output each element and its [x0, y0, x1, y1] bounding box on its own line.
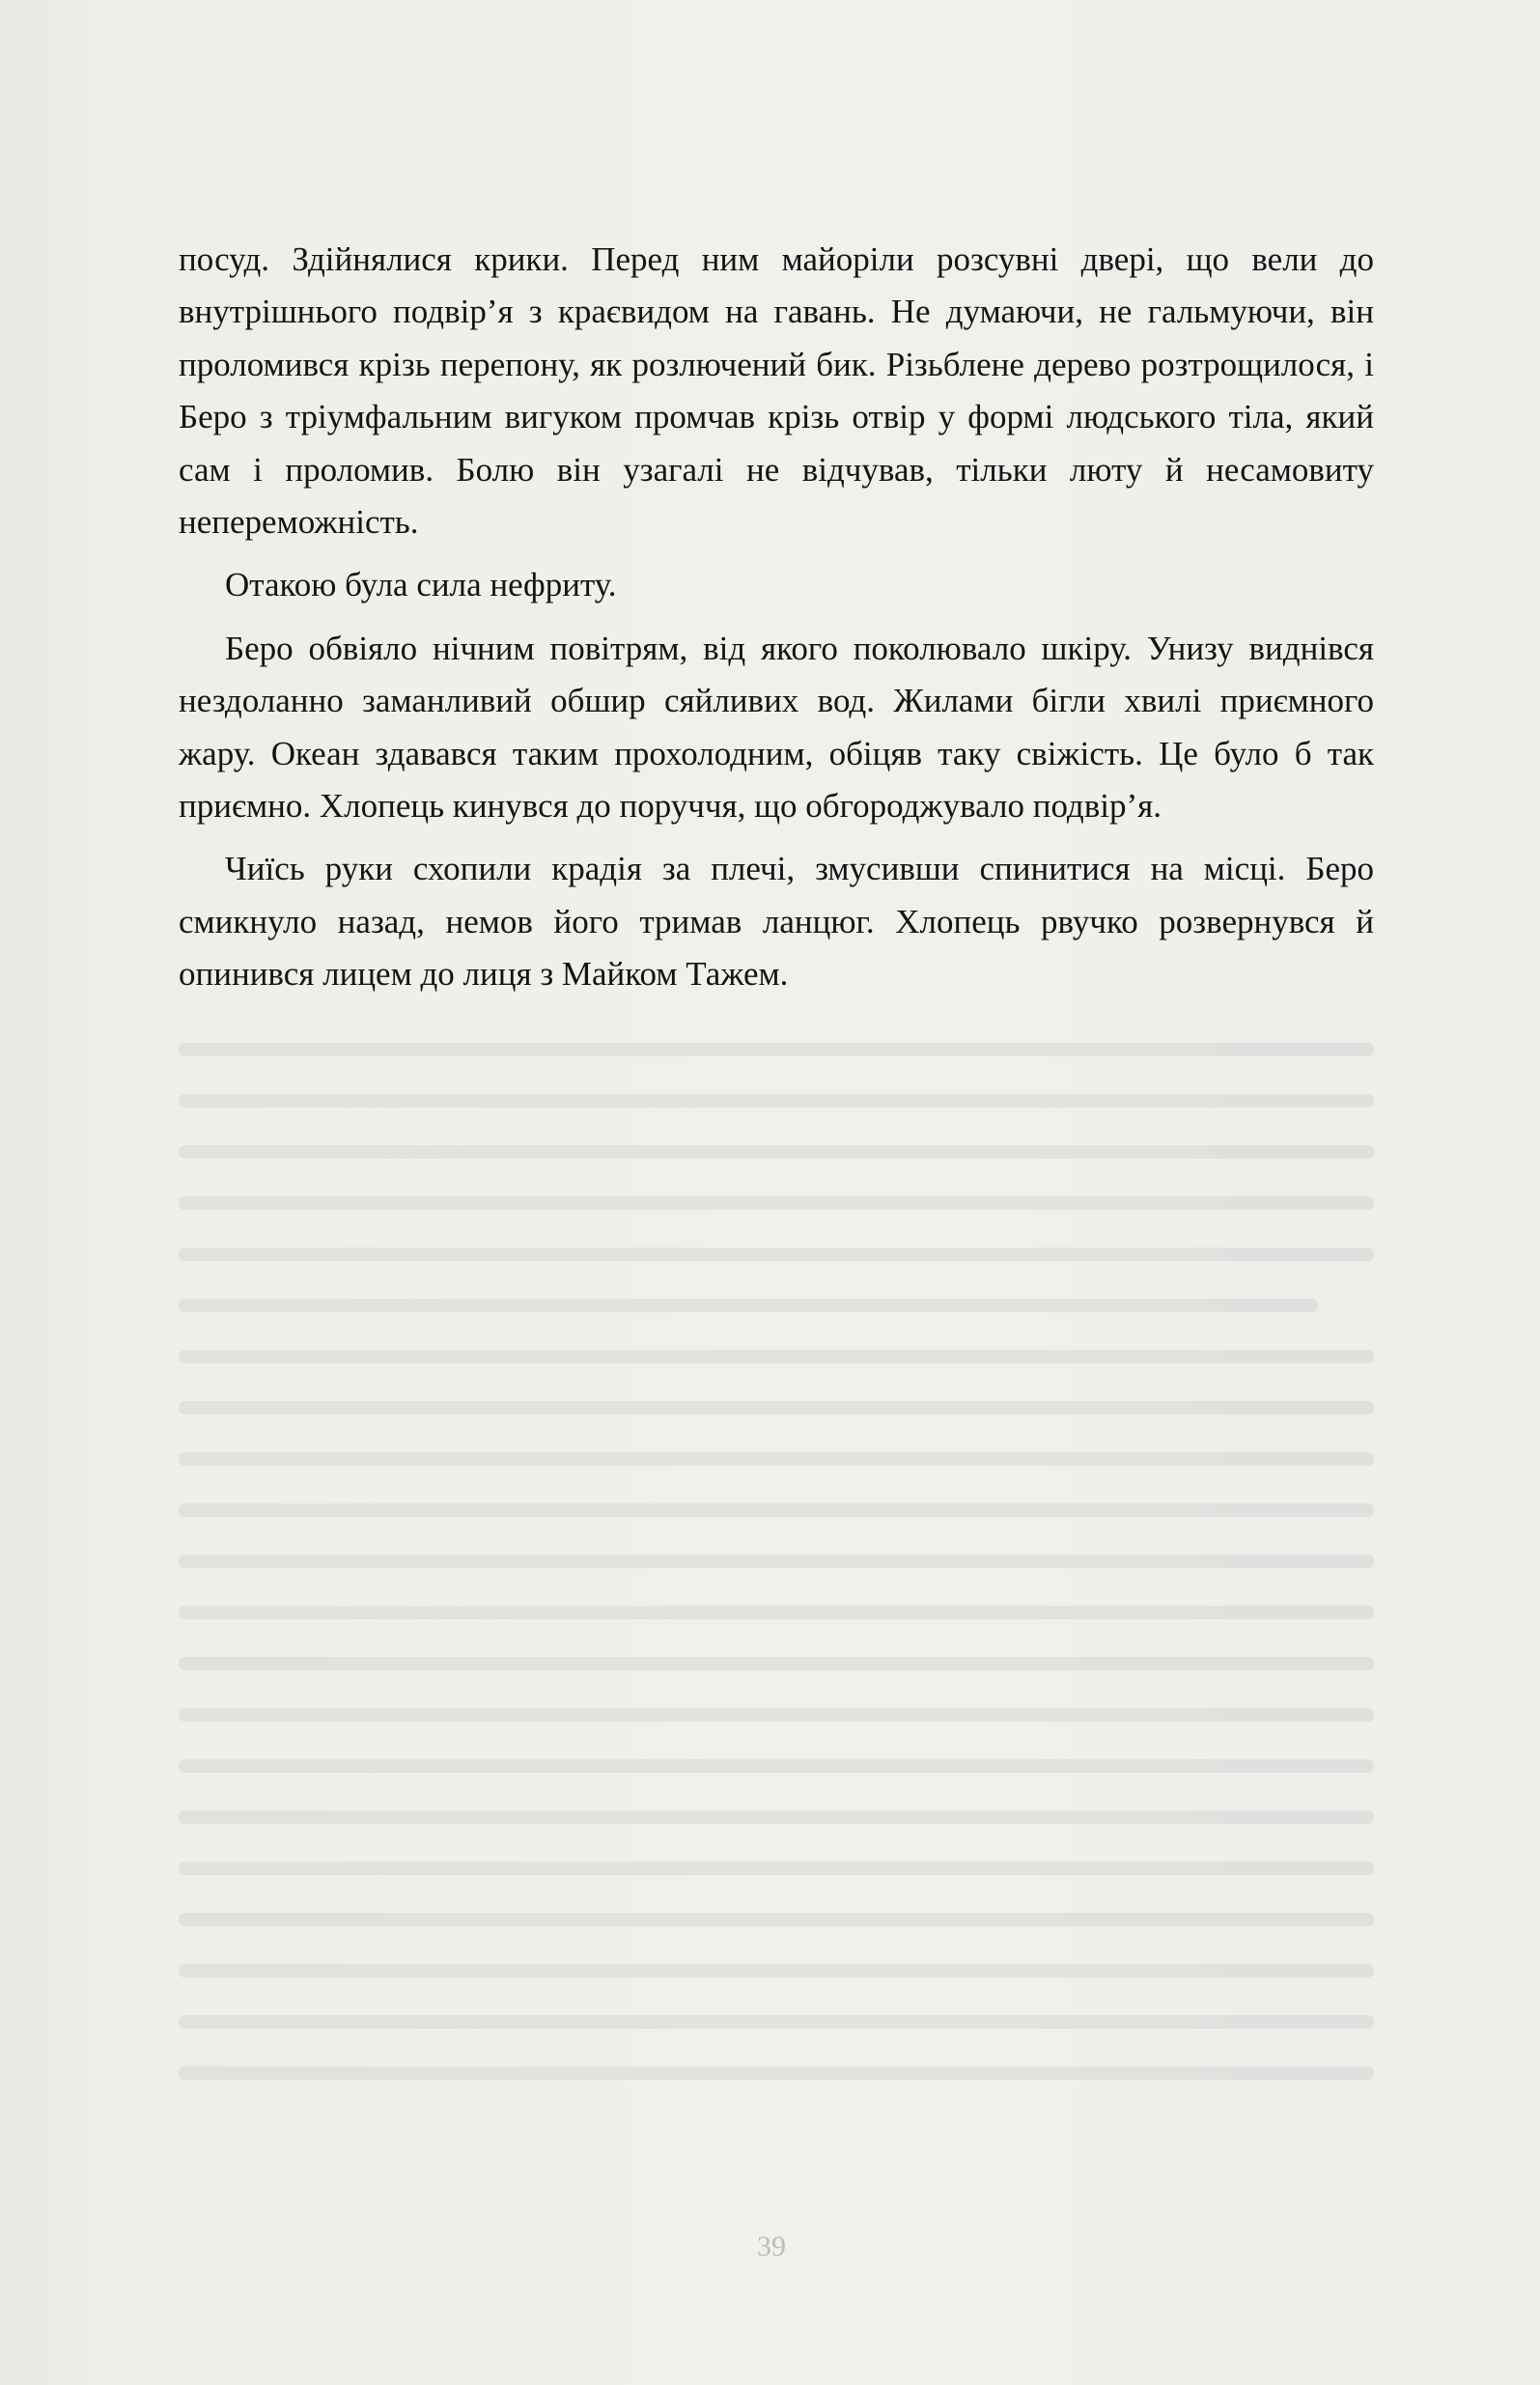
body-text: [179, 234, 1374, 1001]
show-through-line: [179, 1452, 1374, 1466]
show-through-line: [179, 1913, 1374, 1926]
show-through-line: [179, 1862, 1374, 1875]
page-number: 39: [757, 2231, 786, 2262]
show-through-line: [179, 1503, 1374, 1517]
show-through-line: [179, 1606, 1374, 1619]
show-through-line: [179, 1759, 1374, 1773]
show-through-line: [179, 1708, 1374, 1722]
show-through-line: [179, 1043, 1374, 1056]
paragraph-3: Беро обвіяло нічним повітрям, від якого поколювало шкіру. Унизу виднівся нездоланно заманливий обшир сяйливих вод. Жилами бігли хвилі приємного жару. Океан здавався таким прохолодним, обіцяв таку свіжість. Це було б так приємно. Хлопець кинувся до поруччя, що обгороджувало подвір’я.: [179, 629, 1374, 826]
paragraph-4: Чиїсь руки схопили крадія за плечі, змусивши спинитися на місці. Беро смикнуло назад, немов його тримав ланцюг. Хлопець рвучко розвернувся й опинився лицем до лиця з Майком Тажем.: [179, 850, 1374, 994]
show-through-line: [179, 1248, 1374, 1261]
paragraph-1: посуд. Здійнялися крики. Перед ним майоріли розсувні двері, що вели до внутрішнього подвір’я з краєвидом на гавань. Не думаючи, не гальмуючи, він проломився крізь перепону, як розлючений бик. Різьблене дерево розтрощилося, і Беро з тріумфальним вигуком промчав крізь отвір у формі людського тіла, який сам і проломив. Болю він узагалі не відчував, тільки люту й несамовиту непереможність.: [179, 240, 1374, 542]
show-through-line: [179, 1350, 1374, 1363]
show-through-line: [179, 1657, 1374, 1670]
show-through-text: [179, 1043, 1374, 2124]
show-through-line: [179, 1094, 1374, 1108]
show-through-line: [179, 1401, 1374, 1415]
show-through-line: [179, 2015, 1374, 2029]
show-through-line: [179, 1555, 1374, 1568]
show-through-line: [179, 1964, 1374, 1978]
show-through-line: [179, 1299, 1318, 1312]
show-through-line: [179, 1145, 1374, 1159]
show-through-line: [179, 1196, 1374, 1210]
show-through-line: [179, 2066, 1374, 2080]
paragraph-2: Отакою була сила нефриту.: [225, 566, 617, 604]
show-through-line: [179, 1810, 1374, 1824]
